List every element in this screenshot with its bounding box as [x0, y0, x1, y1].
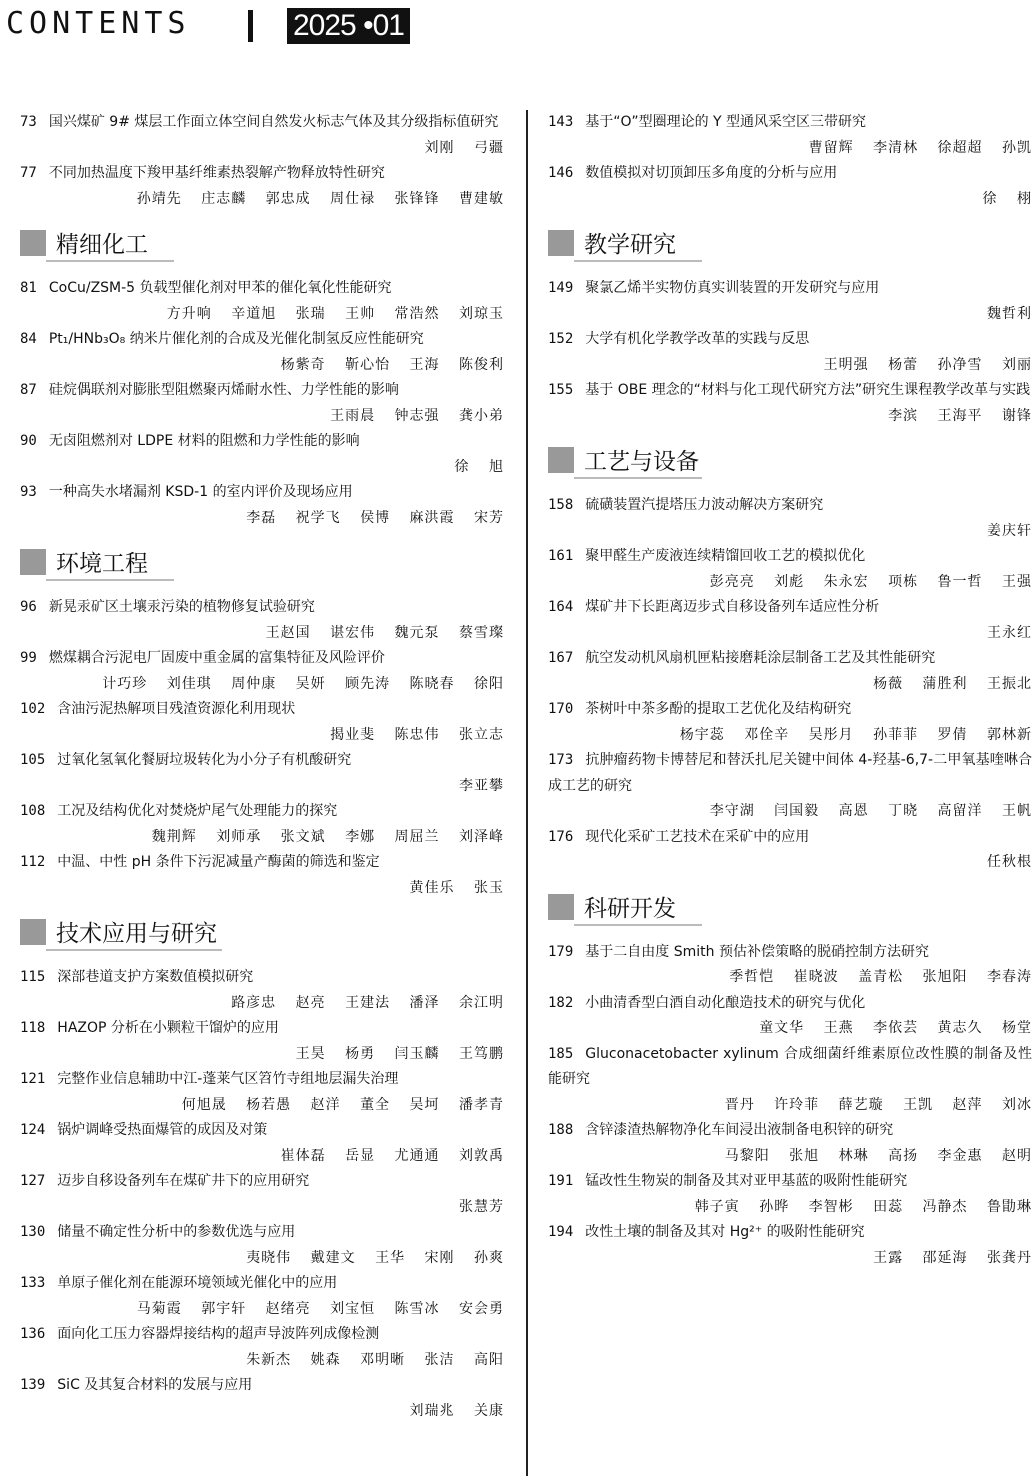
article-title: 中温、中性 pH 条件下污泥减量产酶菌的筛选和鉴定	[57, 854, 380, 870]
toc-entry[interactable]	[20, 429, 504, 480]
section-underline	[46, 949, 222, 951]
section-underline	[46, 260, 174, 262]
article-title-line	[20, 110, 504, 136]
article-title-line	[20, 1169, 504, 1195]
article-title-line	[20, 378, 504, 404]
article-authors: 夷晓伟 戴建文 王华 宋刚 孙爽	[246, 1249, 504, 1266]
article-title-line	[20, 1322, 504, 1348]
toc-entry[interactable]	[548, 161, 1032, 212]
toc-entry[interactable]	[20, 327, 504, 378]
page-number: 179	[548, 943, 574, 960]
toc-entry[interactable]	[548, 327, 1032, 378]
toc-entry[interactable]	[20, 1016, 504, 1067]
article-title-line	[548, 991, 1032, 1017]
page-number: 130	[20, 1224, 46, 1240]
toc-entry[interactable]	[548, 544, 1032, 595]
article-title: 茶树叶中茶多酚的提取工艺优化及结构研究	[585, 701, 852, 717]
section-label: 技术应用与研究	[56, 921, 217, 947]
toc-entry[interactable]	[20, 646, 504, 697]
article-title-line	[548, 110, 1032, 136]
article-title-line	[548, 378, 1032, 404]
article-title: 工况及结构优化对焚烧炉尾气处理能力的探究	[57, 803, 338, 819]
article-title-line	[548, 697, 1032, 723]
article-title: 面向化工压力容器焊接结构的超声导波阵列成像检测	[57, 1326, 380, 1342]
article-authors: 王雨晨 钟志强 龚小弟	[330, 407, 504, 424]
article-authors: 张慧芳	[459, 1198, 504, 1215]
article-authors: 王赵国 谌宏伟 魏元泵 蔡雪璨	[265, 624, 504, 641]
article-title: 锰改性生物炭的制备及其对亚甲基蓝的吸附性能研究	[585, 1173, 908, 1189]
toc-entry[interactable]	[20, 1118, 504, 1169]
article-title-line	[548, 1220, 1032, 1246]
article-authors: 王永红	[987, 624, 1032, 641]
article-title-line	[548, 276, 1032, 302]
article-title-line	[20, 1220, 504, 1246]
toc-entry[interactable]	[20, 965, 504, 1016]
section-underline	[574, 477, 702, 479]
page-number: 124	[20, 1122, 46, 1138]
page-number: 139	[20, 1377, 46, 1393]
article-title: 国兴煤矿 9# 煤层工作面立体空间自然发火标志气体及其分级指标值研究	[48, 114, 499, 130]
article-title: 锅炉调峰受热面爆管的成因及对策	[57, 1122, 268, 1138]
article-title: 燃煤耦合污泥电厂固废中重金属的富集特征及风险评价	[48, 650, 385, 666]
article-title: HAZOP 分析在小颗粒干馏炉的应用	[57, 1020, 279, 1036]
article-title-line	[20, 1118, 504, 1144]
section-square-icon	[548, 894, 574, 920]
article-authors: 计巧珍 刘佳琪 周仲康 吴妍 顾先涛 陈晓春 徐阳	[102, 675, 504, 692]
article-authors: 徐 栩	[982, 190, 1032, 207]
section-header	[548, 224, 1032, 260]
article-title-line	[20, 850, 504, 876]
section-square-icon	[548, 230, 574, 256]
article-title-line	[20, 646, 504, 672]
section-label: 精细化工	[56, 232, 148, 258]
page-number: 87	[20, 382, 37, 398]
article-title: 基于二自由度 Smith 预估补偿策略的脱硝控制方法研究	[585, 943, 929, 960]
page-number: 127	[20, 1173, 46, 1189]
toc-entry[interactable]	[548, 646, 1032, 697]
section-label: 环境工程	[56, 551, 148, 577]
section-square-icon	[20, 549, 46, 575]
toc-entry[interactable]	[548, 595, 1032, 646]
article-title-line	[20, 965, 504, 991]
article-authors: 季哲恺 崔晓波 盖青松 张旭阳 李春涛	[729, 969, 1032, 985]
article-title: 新晃汞矿区土壤汞污染的植物修复试验研究	[48, 599, 315, 615]
article-title: 单原子催化剂在能源环境领域光催化中的应用	[57, 1275, 338, 1291]
page-number: 77	[20, 165, 37, 181]
article-title: 深部巷道支护方案数值模拟研究	[57, 969, 254, 985]
toc-entry[interactable]	[20, 850, 504, 901]
page-number: 194	[548, 1224, 574, 1240]
page-number: 93	[20, 484, 37, 500]
page-number: 84	[20, 331, 37, 347]
article-title-line	[20, 327, 504, 353]
toc-entry[interactable]	[20, 1271, 504, 1322]
article-authors: 刘瑞兆 关康	[409, 1402, 504, 1419]
article-authors: 李磊 祝学飞 侯博 麻洪霞 宋芳	[246, 509, 504, 526]
article-title: 含锌漆渣热解物净化车间浸出液制备电积锌的研究	[585, 1122, 894, 1138]
article-title-line	[548, 646, 1032, 672]
article-authors: 李亚攀	[459, 777, 504, 794]
issue-badge: 2025 •01	[287, 8, 410, 44]
toc-entry[interactable]	[548, 697, 1032, 748]
page-number: 185	[548, 1045, 574, 1062]
article-title: 小曲清香型白酒自动化酿造技术的研究与优化	[585, 994, 866, 1011]
article-authors: 王露 邵延海 张龚丹	[873, 1249, 1032, 1266]
page-number: 136	[20, 1326, 46, 1342]
article-title: 硫磺装置汽提塔压力波动解决方案研究	[585, 497, 824, 513]
page-number: 81	[20, 280, 37, 296]
page-number: 188	[548, 1122, 574, 1138]
page-number: 118	[20, 1020, 46, 1036]
toc-entry[interactable]	[548, 940, 1032, 991]
article-authors: 杨宇蕊 邓佺辛 吴彤月 孙菲菲 罗倩 郭林新	[679, 726, 1032, 743]
section-label: 教学研究	[584, 232, 676, 258]
page-number: 102	[20, 701, 46, 717]
page-number: 108	[20, 803, 46, 819]
article-authors: 童文华 王燕 李依芸 黄志久 杨堂	[759, 1020, 1032, 1036]
article-title-line	[548, 940, 1032, 966]
article-authors: 王明强 杨蕾 孙净雪 刘丽	[823, 356, 1032, 373]
article-authors: 路彦忠 赵亮 王建法 潘泽 余江明	[231, 994, 504, 1011]
article-title: 聚甲醛生产废液连续精馏回收工艺的模拟优化	[585, 548, 866, 564]
toc-entry[interactable]	[548, 1220, 1032, 1271]
page-number: 105	[20, 752, 46, 768]
right-column	[548, 110, 1032, 1271]
header-divider	[248, 10, 253, 42]
toc-entry[interactable]	[548, 1118, 1032, 1169]
toc-entry[interactable]	[548, 1042, 1032, 1119]
article-title-line	[20, 1373, 504, 1399]
article-title-line	[548, 825, 1032, 851]
toc-entry[interactable]	[548, 991, 1032, 1042]
article-title: 航空发动机风扇机匣粘接磨耗涂层制备工艺及其性能研究	[585, 650, 936, 666]
article-title: 储量不确定性分析中的参数优选与应用	[57, 1224, 296, 1240]
section-square-icon	[20, 230, 46, 256]
toc-entry[interactable]	[20, 697, 504, 748]
section-underline	[574, 924, 702, 926]
article-title-line	[548, 327, 1032, 353]
section-header	[548, 888, 1032, 924]
page-number: 115	[20, 969, 46, 985]
page-number: 133	[20, 1275, 46, 1291]
column-divider	[526, 110, 528, 1476]
contents-title: CONTENTS	[6, 6, 191, 41]
article-title: 不同加热温度下羧甲基纤维素热裂解产物释放特性研究	[48, 165, 385, 181]
article-title-line	[20, 1067, 504, 1093]
article-title: Pt₁/HNb₃O₈ 纳米片催化剂的合成及光催化制氢反应性能研究	[48, 331, 424, 347]
article-authors: 曹留辉 李清林 徐超超 孙凯	[808, 139, 1032, 156]
article-title-line	[20, 276, 504, 302]
page-number: 155	[548, 382, 574, 398]
page-number: 73	[20, 114, 37, 130]
article-title: 完整作业信息辅助中江-蓬莱气区笤竹寺组地层漏失治理	[57, 1071, 399, 1087]
article-title: 含油污泥热解项目残渣资源化利用现状	[57, 701, 296, 717]
article-title: CoCu/ZSM-5 负载型催化剂对甲苯的催化氧化性能研究	[48, 280, 392, 296]
page-number: 176	[548, 828, 574, 845]
toc-entry[interactable]	[20, 480, 504, 531]
article-title: 改性土壤的制备及其对 Hg²⁺ 的吸附性能研究	[585, 1224, 865, 1240]
article-title-line	[20, 1016, 504, 1042]
article-title: 一种高失水堵漏剂 KSD-1 的室内评价及现场应用	[48, 484, 353, 500]
article-authors: 晋丹 许玲菲 薛艺璇 王凯 赵萍 刘冰	[724, 1096, 1032, 1113]
article-authors: 王昊 杨勇 闫玉麟 王笃鹏	[295, 1045, 504, 1062]
toc-entry[interactable]	[20, 595, 504, 646]
article-title-line	[20, 1271, 504, 1297]
article-authors: 李守湖 闫国毅 高恩 丁晓 高留洋 王帆	[709, 803, 1032, 819]
header	[0, 0, 1034, 56]
toc-entry[interactable]	[548, 825, 1032, 876]
page-number: 146	[548, 165, 574, 181]
article-title: 抗肿瘤药物卡博替尼和替沃扎尼关键中间体 4-羟基-6,7-二甲氧基喹啉合成工艺的研究	[548, 752, 1032, 794]
article-title: 聚氯乙烯半实物仿真实训装置的开发研究与应用	[585, 280, 880, 296]
article-title-line	[548, 1042, 1032, 1093]
section-square-icon	[548, 447, 574, 473]
article-authors: 马菊霞 郭宇轩 赵绪亮 刘宝恒 陈雪冰 安会勇	[136, 1300, 504, 1317]
toc-entry[interactable]	[20, 378, 504, 429]
toc-entry[interactable]	[20, 748, 504, 799]
article-title-line	[548, 493, 1032, 519]
toc-entry[interactable]	[20, 1220, 504, 1271]
article-authors: 彭亮亮 刘彪 朱永宏 项栋 鲁一哲 王强	[709, 573, 1032, 590]
section-label: 工艺与设备	[584, 449, 699, 475]
toc-entry[interactable]	[20, 276, 504, 327]
toc-entry[interactable]	[20, 1067, 504, 1118]
article-title-line	[20, 748, 504, 774]
toc-entry[interactable]	[20, 110, 504, 161]
page-number: 143	[548, 114, 574, 130]
article-title-line	[548, 161, 1032, 187]
toc-entry[interactable]	[20, 161, 504, 212]
toc-entry[interactable]	[548, 110, 1032, 161]
page-number: 112	[20, 854, 46, 870]
article-authors: 何旭晟 杨若愚 赵洋 董全 吴坷 潘孝青	[181, 1096, 504, 1113]
page-number: 191	[548, 1173, 574, 1189]
article-authors: 刘刚 弓疆	[424, 139, 504, 156]
page-number: 173	[548, 752, 574, 768]
article-title: 大学有机化学教学改革的实践与反思	[585, 331, 810, 347]
article-authors: 杨薇 蒲胜利 王振北	[873, 675, 1032, 692]
toc-entry[interactable]	[20, 1373, 504, 1424]
toc-entry[interactable]	[548, 1169, 1032, 1220]
article-title-line	[20, 480, 504, 506]
page-number: 164	[548, 599, 574, 615]
article-title-line	[20, 429, 504, 455]
article-authors: 揭业斐 陈忠伟 张立志	[330, 726, 504, 743]
left-column	[20, 110, 504, 1424]
page-number: 90	[20, 433, 37, 449]
page-number: 96	[20, 599, 37, 615]
toc-entry[interactable]	[548, 378, 1032, 429]
section-label: 科研开发	[584, 895, 676, 922]
article-authors: 李滨 王海平 谢锋	[888, 407, 1032, 424]
article-title: 过氧化氢氧化餐厨垃圾转化为小分子有机酸研究	[57, 752, 352, 768]
article-title-line	[20, 799, 504, 825]
article-authors: 姜庆轩	[987, 522, 1032, 539]
toc-entry[interactable]	[548, 748, 1032, 825]
section-underline	[46, 579, 174, 581]
toc-entry[interactable]	[20, 799, 504, 850]
article-authors: 任秋根	[987, 854, 1032, 870]
article-title: 迈步自移设备列车在煤矿井下的应用研究	[57, 1173, 310, 1189]
article-authors: 徐 旭	[454, 458, 504, 475]
section-header	[20, 224, 504, 260]
article-title-line	[548, 748, 1032, 799]
section-header	[20, 543, 504, 579]
article-authors: 魏哲利	[987, 305, 1032, 322]
toc-entry[interactable]	[548, 276, 1032, 327]
article-authors: 朱新杰 姚森 邓明晰 张洁 高阳	[246, 1351, 504, 1368]
page-number: 182	[548, 994, 574, 1011]
article-title-line	[548, 544, 1032, 570]
article-authors: 马黎阳 张旭 林琳 高扬 李金惠 赵明	[724, 1147, 1032, 1164]
article-title: 硅烷偶联剂对膨胀型阻燃聚丙烯耐水性、力学性能的影响	[48, 382, 399, 398]
toc-entry[interactable]	[20, 1322, 504, 1373]
section-header	[20, 913, 504, 949]
article-title-line	[548, 1169, 1032, 1195]
article-authors: 魏荆辉 刘师承 张文斌 李娜 周屈兰 刘泽峰	[151, 828, 504, 845]
article-title: 煤矿井下长距离迈步式自移设备列车适应性分析	[585, 599, 880, 615]
page-number: 149	[548, 280, 574, 296]
toc-entry[interactable]	[548, 493, 1032, 544]
article-authors: 崔体磊 岳显 尤通通 刘敦禹	[280, 1147, 504, 1164]
article-authors: 韩子寅 孙晔 李智彬 田蕊 冯静杰 鲁勖琳	[694, 1198, 1032, 1215]
section-square-icon	[20, 919, 46, 945]
article-title-line	[20, 161, 504, 187]
article-title-line	[20, 595, 504, 621]
toc-entry[interactable]	[20, 1169, 504, 1220]
page-number: 158	[548, 497, 574, 513]
page-number: 167	[548, 650, 574, 666]
article-title: 基于 OBE 理念的“材料与化工现代研究方法”研究生课程教学改革与实践	[585, 382, 1031, 398]
page-number: 121	[20, 1071, 46, 1087]
article-title-line	[20, 697, 504, 723]
section-header	[548, 441, 1032, 477]
article-title: 现代化采矿工艺技术在采矿中的应用	[585, 828, 810, 845]
article-authors: 杨紫奇 靳心怡 王海 陈俊利	[280, 356, 504, 373]
article-title: 无卤阻燃剂对 LDPE 材料的阻燃和力学性能的影响	[48, 433, 360, 449]
page-number: 170	[548, 701, 574, 717]
article-title-line	[548, 1118, 1032, 1144]
article-title-line	[548, 595, 1032, 621]
page-number: 161	[548, 548, 574, 564]
article-title: Gluconacetobacter xylinum 合成细菌纤维素原位改性膜的制备及性能研究	[548, 1045, 1032, 1087]
article-authors: 黄佳乐 张玉	[409, 879, 504, 896]
page-number: 99	[20, 650, 37, 666]
article-authors: 方升响 辛道旭 张瑞 王帅 常浩然 刘琼玉	[166, 305, 504, 322]
article-title: 基于“O”型圈理论的 Y 型通风采空区三带研究	[585, 114, 867, 130]
article-title: 数值模拟对切顶卸压多角度的分析与应用	[585, 165, 838, 181]
article-authors: 孙靖先 庄志麟 郭忠成 周仕禄 张锋锋 曹建敏	[136, 190, 504, 207]
section-underline	[574, 260, 702, 262]
article-title: SiC 及其复合材料的发展与应用	[57, 1377, 253, 1393]
page-number: 152	[548, 331, 574, 347]
